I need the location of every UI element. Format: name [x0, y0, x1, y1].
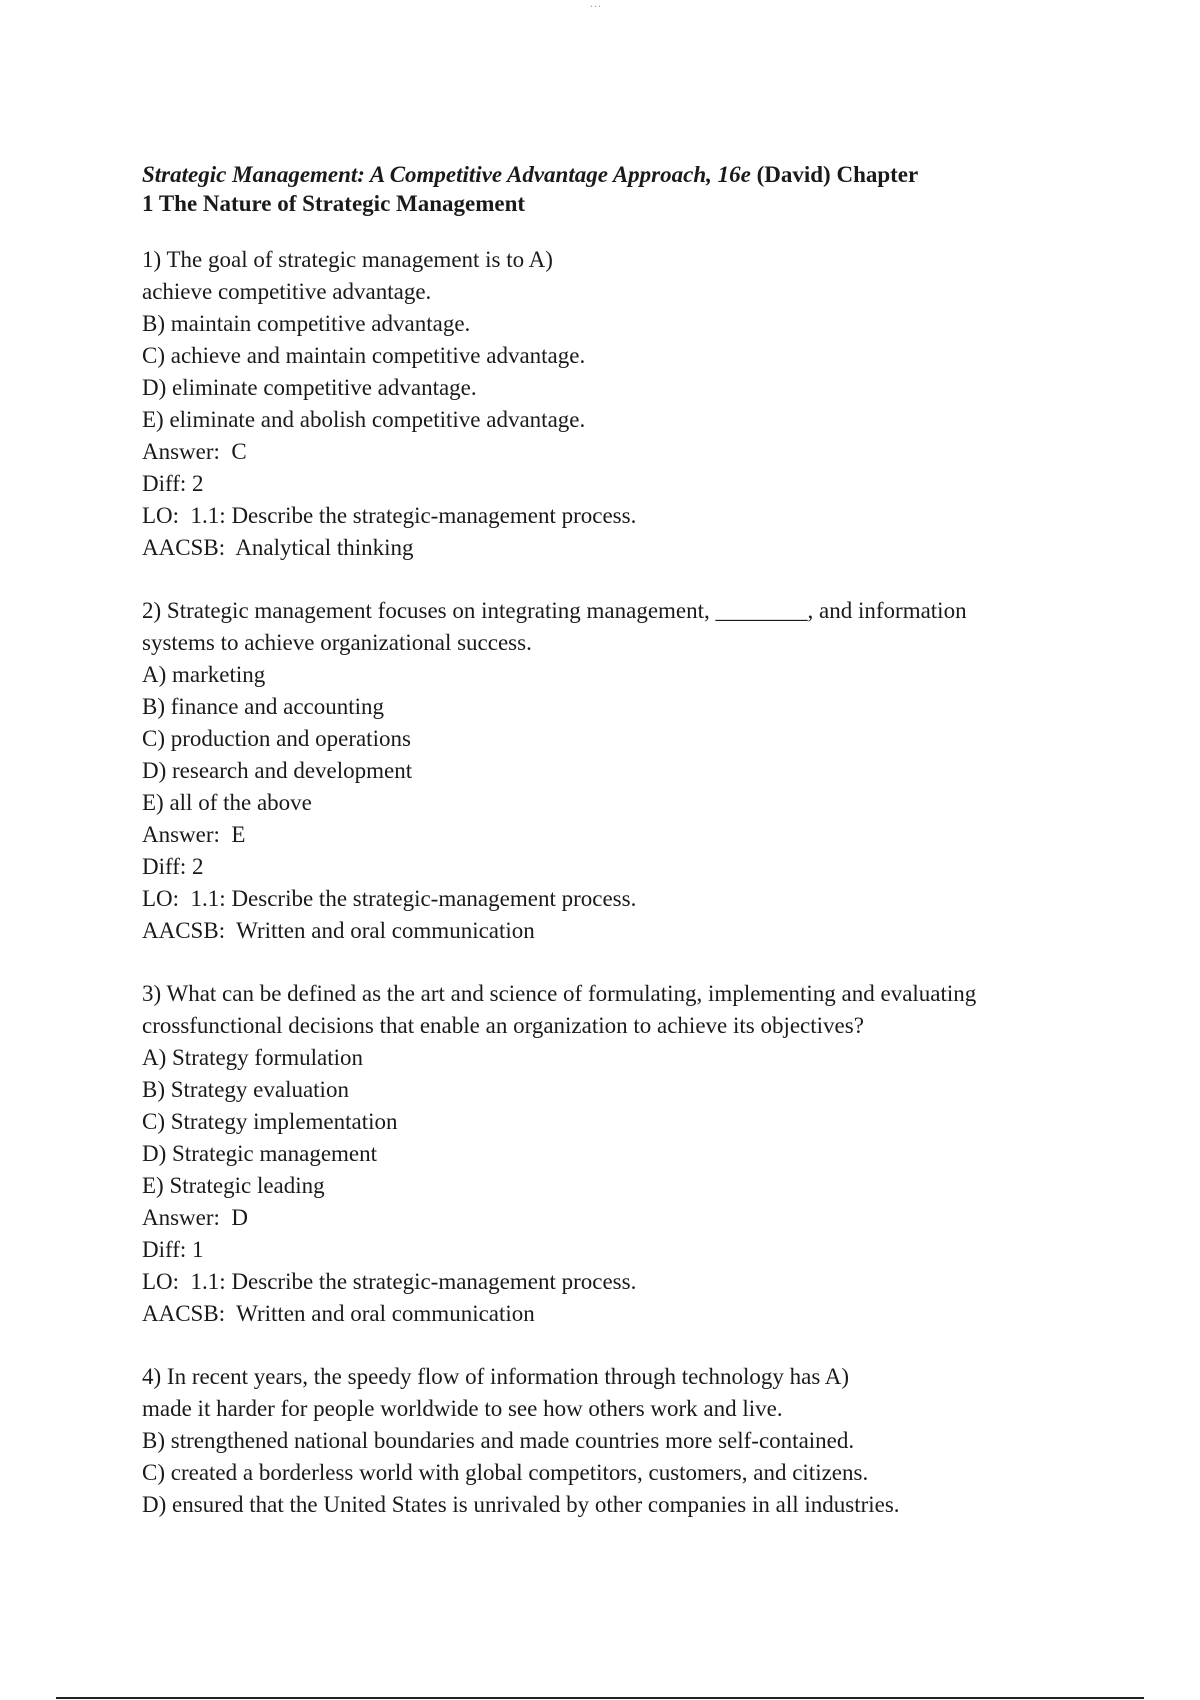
title-author-chapter: (David) Chapter	[750, 162, 919, 187]
question-line: Answer: C	[142, 439, 247, 464]
footer-rule	[56, 1697, 1144, 1699]
question-line: systems to achieve organizational success.	[142, 630, 532, 655]
question-line: LO: 1.1: Describe the strategic-management process.	[142, 1269, 637, 1294]
question-line: AACSB: Written and oral communication	[142, 1301, 535, 1326]
question-line: D) Strategic management	[142, 1141, 378, 1166]
question-line: made it harder for people worldwide to see how others work and live.	[142, 1396, 783, 1421]
question-line: E) eliminate and abolish competitive advantage.	[142, 407, 586, 432]
question-block	[142, 244, 1042, 564]
question-line: A) marketing	[142, 662, 266, 687]
question-line: 2) Strategic management focuses on integrating management, ________, and information	[142, 598, 967, 623]
question-line: Answer: E	[142, 822, 246, 847]
question-line: Diff: 1	[142, 1237, 204, 1262]
question-block	[142, 595, 1042, 947]
question-line: LO: 1.1: Describe the strategic-management process.	[142, 886, 637, 911]
question-list	[142, 244, 1042, 1521]
question-line: D) eliminate competitive advantage.	[142, 375, 477, 400]
question-line: D) research and development	[142, 758, 413, 783]
question-line: E) Strategic leading	[142, 1173, 325, 1198]
question-line: AACSB: Analytical thinking	[142, 535, 414, 560]
question-line: Answer: D	[142, 1205, 249, 1230]
question-line: E) all of the above	[142, 790, 312, 815]
question-line: B) finance and accounting	[142, 694, 385, 719]
question-line: crossfunctional decisions that enable an organization to achieve its objectives?	[142, 1013, 864, 1038]
document-body	[142, 160, 1042, 1552]
question-block	[142, 1361, 1042, 1521]
page-marker: ...	[590, 0, 602, 10]
question-line: achieve competitive advantage.	[142, 279, 432, 304]
question-line: 3) What can be defined as the art and science of formulating, implementing and evaluating	[142, 981, 977, 1006]
question-line: B) strengthened national boundaries and made countries more self-contained.	[142, 1428, 855, 1453]
book-title: Strategic Management: A Competitive Advantage Approach, 16e	[142, 162, 751, 187]
question-line: Diff: 2	[142, 471, 204, 496]
question-line: B) maintain competitive advantage.	[142, 311, 471, 336]
chapter-title: 1 The Nature of Strategic Management	[142, 191, 526, 216]
document-title	[142, 160, 1042, 218]
question-line: D) ensured that the United States is unrivaled by other companies in all industries.	[142, 1492, 900, 1517]
question-line: LO: 1.1: Describe the strategic-management process.	[142, 503, 637, 528]
question-line: 1) The goal of strategic management is to A)	[142, 247, 553, 272]
question-line: C) Strategy implementation	[142, 1109, 398, 1134]
question-line: C) achieve and maintain competitive advantage.	[142, 343, 586, 368]
question-line: AACSB: Written and oral communication	[142, 918, 535, 943]
question-block	[142, 978, 1042, 1330]
question-line: C) production and operations	[142, 726, 411, 751]
question-line: A) Strategy formulation	[142, 1045, 364, 1070]
question-line: 4) In recent years, the speedy flow of information through technology has A)	[142, 1364, 850, 1389]
question-line: B) Strategy evaluation	[142, 1077, 349, 1102]
question-line: C) created a borderless world with global competitors, customers, and citizens.	[142, 1460, 869, 1485]
question-line: Diff: 2	[142, 854, 204, 879]
